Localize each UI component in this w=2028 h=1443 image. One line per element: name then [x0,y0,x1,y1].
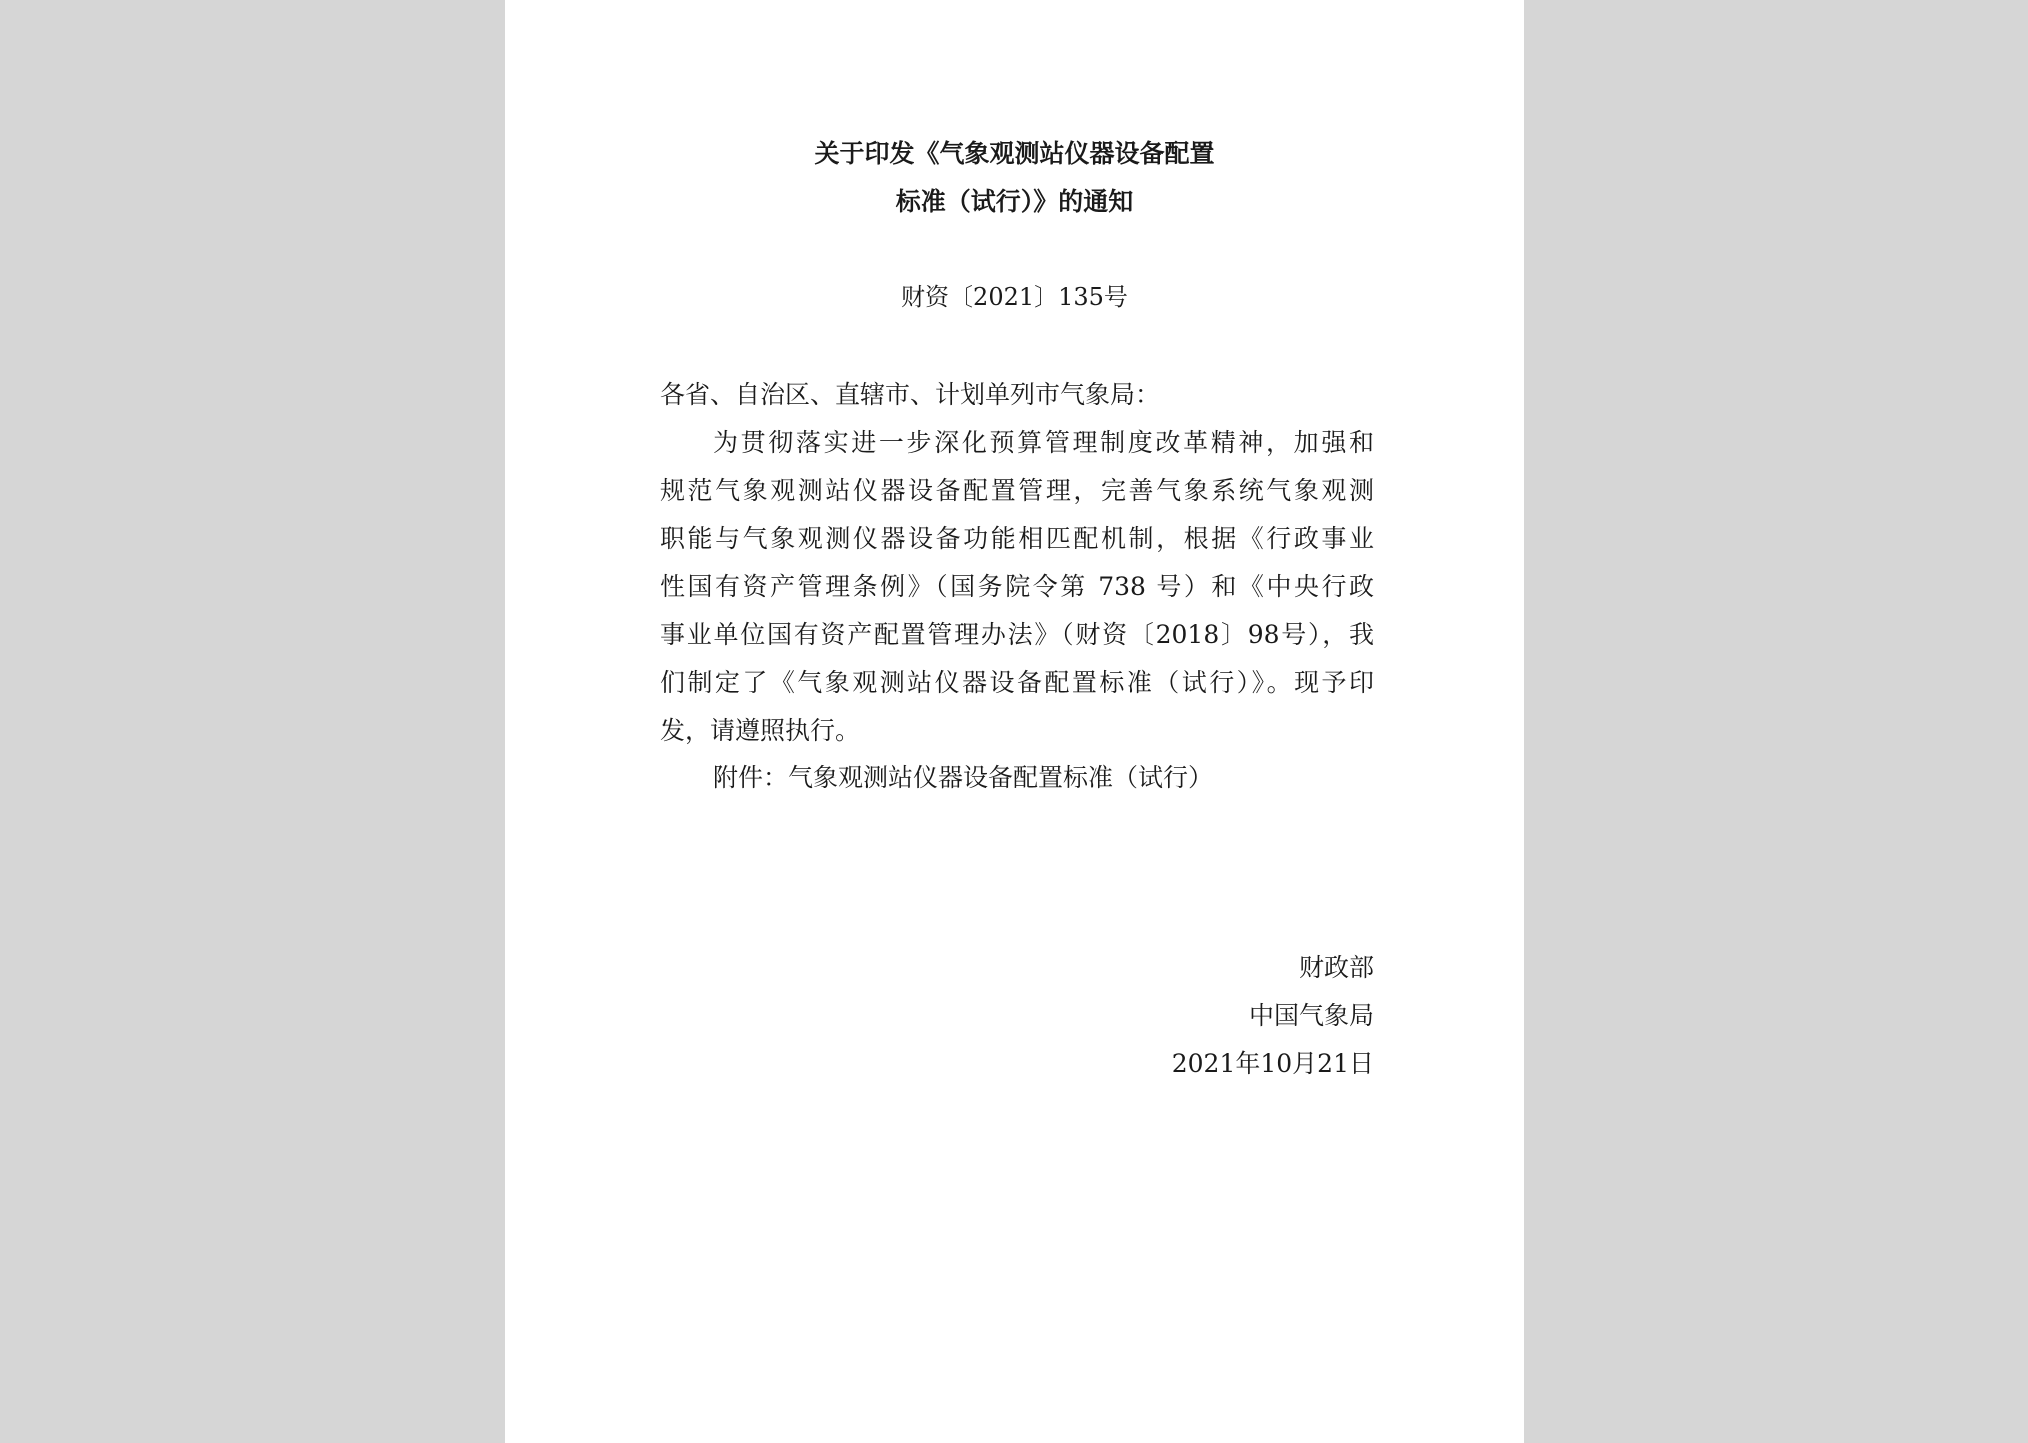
document-date: 2021年10月21日 [1171,1049,1374,1078]
attachment-line: 附件：气象观测站仪器设备配置标准（试行） [713,763,1214,792]
document-title-line-2: 标准（试行）》的通知 [895,187,1134,216]
signatory-ministry-of-finance: 财政部 [1298,953,1374,982]
body-line: 发，请遵照执行。 [660,716,861,745]
body-line: 们制定了《气象观测站仪器设备配置标准（试行）》。现予印 [660,668,1374,697]
signatory-meteorological-administration: 中国气象局 [1248,1001,1374,1030]
body-line: 事业单位国有资产配置管理办法》（财资〔2018〕98号），我 [660,620,1374,649]
body-line: 规范气象观测站仪器设备配置管理，完善气象系统气象观测 [660,476,1374,505]
document-page [505,0,1524,1443]
salutation: 各省、自治区、直辖市、计划单列市气象局： [660,380,1161,409]
body-line: 性国有资产管理条例》（国务院令第 738 号）和《中央行政 [660,572,1374,601]
document-title-line-1: 关于印发《气象观测站仪器设备配置 [814,139,1215,168]
document-number: 财资〔2021〕135号 [901,283,1128,311]
body-line: 为贯彻落实进一步深化预算管理制度改革精神，加强和 [713,428,1374,457]
body-line: 职能与气象观测仪器设备功能相匹配机制，根据《行政事业 [660,524,1374,553]
